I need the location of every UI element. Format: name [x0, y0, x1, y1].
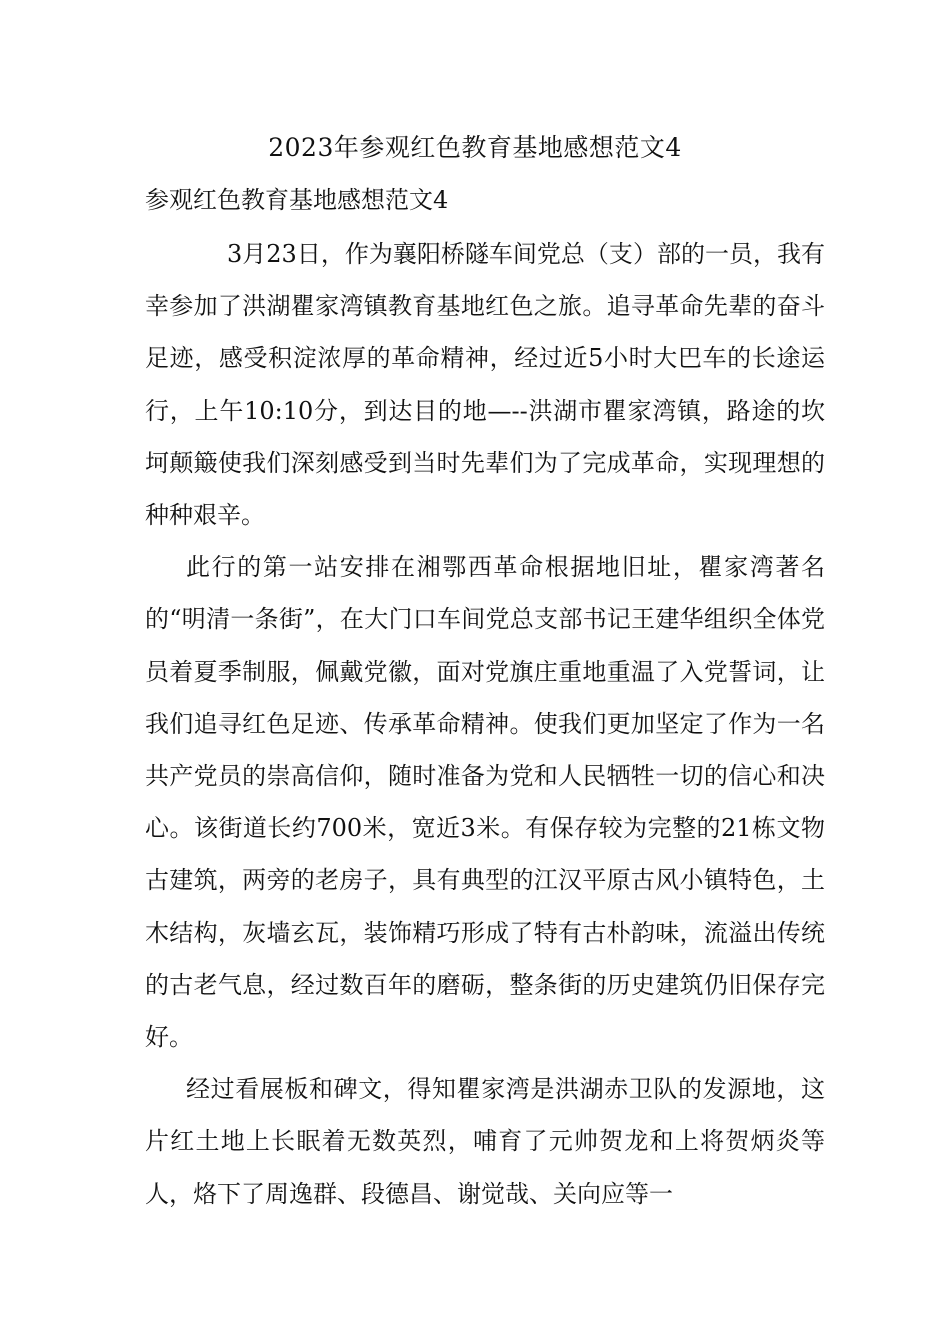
paragraph-1: 3月23日，作为襄阳桥隧车间党总（支）部的一员，我有幸参加了洪湖瞿家湾镇教育基地红色之旅。追寻革命先辈的奋斗足迹，感受积淀浓厚的革命精神，经过近5小时大巴车的长途运行，上午10:10分，到达目的地—--洪湖市瞿家湾镇，路途的坎坷颠簸使我们深刻感受到当时先辈们为了完成革命，实现理想的种种艰辛。	[145, 240, 825, 530]
document-body	[145, 228, 825, 1220]
document-subtitle: 参观红色教育基地感想范文4	[145, 186, 449, 214]
document-title: 2023年参观红色教育基地感想范文4	[268, 133, 682, 162]
paragraph-2: 此行的第一站安排在湘鄂西革命根据地旧址，瞿家湾著名的“明清一条街”，在大门口车间党总支部书记王建华组织全体党员着夏季制服，佩戴党徽，面对党旗庄重地重温了入党誓词，让我们追寻红色足迹、传承革命精神。使我们更加坚定了作为一名共产党员的崇高信仰，随时准备为党和人民牺牲一切的信心和决心。该街道长约700米，宽近3米。有保存较为完整的21栋文物古建筑，两旁的老房子，具有典型的江汉平原古风小镇特色，土木结构，灰墙玄瓦，装饰精巧形成了特有古朴韵味，流溢出传统的古老气息，经过数百年的磨砺，整条街的历史建筑仍旧保存完好。	[145, 553, 825, 1052]
paragraph-3: 经过看展板和碑文，得知瞿家湾是洪湖赤卫队的发源地，这片红土地上长眠着无数英烈，哺育了元帅贺龙和上将贺炳炎等人，烙下了周逸群、段德昌、谢觉哉、关向应等一	[145, 1075, 825, 1208]
